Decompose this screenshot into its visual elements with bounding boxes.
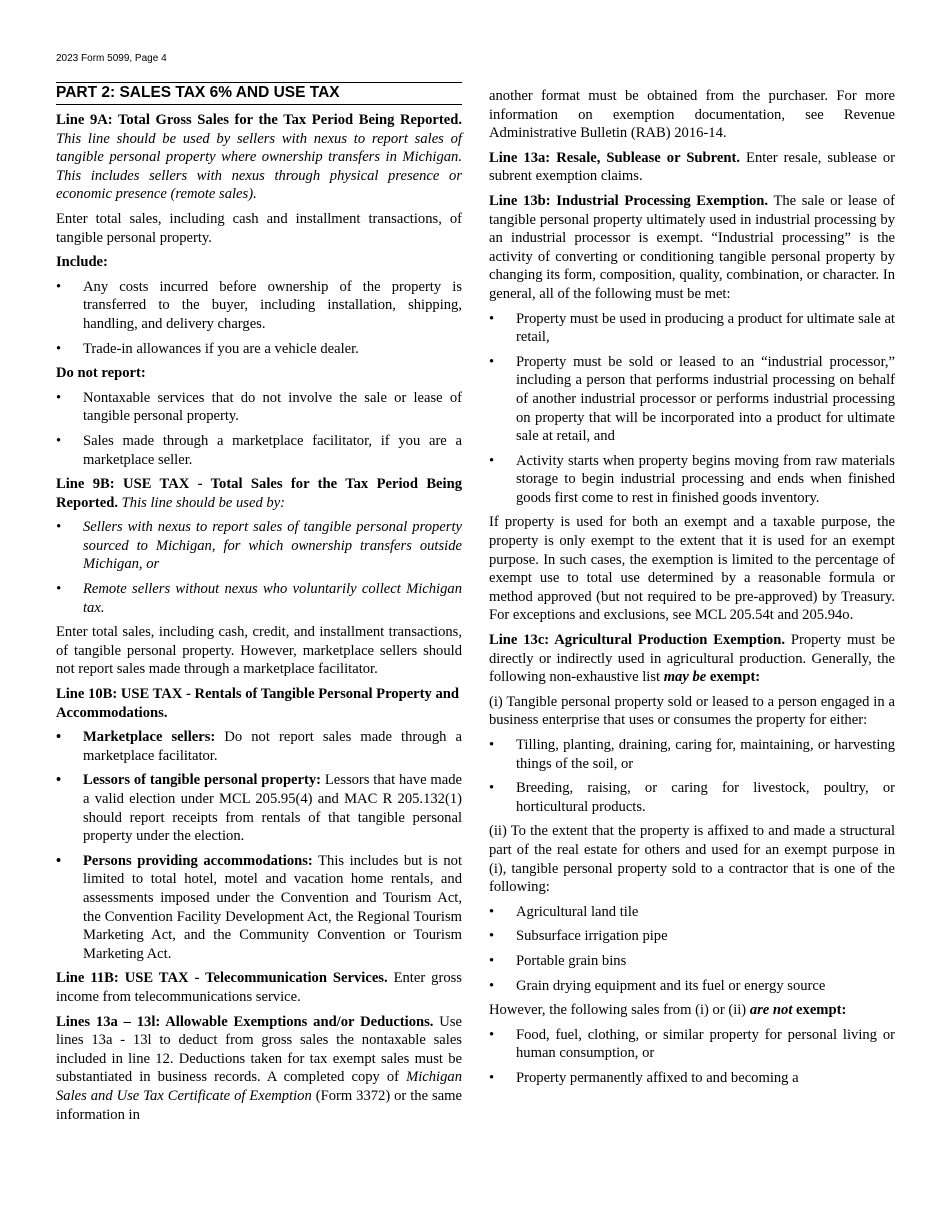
line13b-list bbox=[489, 310, 895, 508]
line10b-heading: Line 10B: USE TAX - Rentals of Tangible Personal Property and Accommodations. bbox=[56, 686, 459, 721]
list-item: • Any costs incurred before ownership of the property is transferred to the buyer, including installation, shipping, handling, and delivery charges. bbox=[56, 278, 462, 332]
continuation-paragraph: another format must be obtained from the purchaser. For more information on exemption documentation, see Revenue Administrative Bulletin (RAB) 2016-14. bbox=[489, 88, 895, 142]
list-item: • Sales made through a marketplace facilitator, if you are a marketplace seller. bbox=[56, 432, 462, 468]
list-item: • Lessors of tangible personal property: Lessors that have made a valid election under MCL 205.95(4) and MAC R 205.132(1) should report receipts from rentals of that tangible personal property under the election. bbox=[56, 772, 462, 845]
line13c-i-text: (i) Tangible personal property sold or leased to a person engaged in a business enterprise that uses or consumes the property for either: bbox=[489, 693, 895, 729]
line13a-paragraph: Line 13a: Resale, Sublease or Subrent. Enter resale, sublease or subrent exemption claims. bbox=[489, 149, 896, 185]
include-list bbox=[56, 278, 462, 358]
form-page-header: 2023 Form 5099, Page 4 bbox=[56, 53, 167, 64]
right-column bbox=[489, 87, 895, 1094]
list-item: • Trade-in allowances if you are a vehicle dealer. bbox=[56, 340, 359, 357]
list-item: • Grain drying equipment and its fuel or energy source bbox=[489, 977, 826, 994]
list-item: • Property must be used in producing a product for ultimate sale at retail, bbox=[489, 310, 895, 346]
donot-list bbox=[56, 389, 462, 469]
include-label: Include: bbox=[56, 254, 108, 271]
list-item: • Persons providing accommodations: This includes but is not limited to total hotel, motel and vacation home rentals, and assessments imposed under the Convention and Tourism Act, the Convention Facility Development Act, the Regional Tourism Marketing Act, and the Community Convention or Tourism Marketing Act. bbox=[56, 852, 462, 962]
line9b-heading: Line 9B: USE TAX - Total Sales for the Tax Period Being Reported. bbox=[56, 476, 462, 511]
line13c-paragraph: Line 13c: Agricultural Production Exemption. Property must be directly or indirectly used in agricultural production. Generally, the following non-exhaustive list may be exempt: bbox=[489, 632, 895, 686]
line9a-paragraph bbox=[56, 111, 462, 204]
list-item: • Breeding, raising, or caring for livestock, poultry, or horticultural products. bbox=[489, 780, 895, 815]
line13c-ii-text: (ii) To the extent that the property is affixed to and made a structural part of the real estate for others and used for an exempt purpose in (i), tangible personal property sold to a contractor that is one of the following: bbox=[489, 823, 895, 896]
list-item: • Tilling, planting, draining, caring for, maintaining, or harvesting things of the soil, or bbox=[489, 737, 895, 772]
not-exempt-list bbox=[489, 1026, 895, 1088]
line13-paragraph: Lines 13a – 13l: Allowable Exemptions and/or Deductions. Use lines 13a - 13l to deduct from gross sales the nontaxable sales included in line 12. Deductions taken for tax exempt sales must be substantiated in business records. A completed copy of Michigan Sales and Use Tax Certificate of Exemption (Form 3372) or the same information in bbox=[56, 1013, 462, 1123]
list-item: • Nontaxable services that do not involve the sale or lease of tangible personal property. bbox=[56, 389, 462, 425]
list-item: • Property must be sold or leased to an “industrial processor,” including a person that performs industrial processing on behalf of another industrial processor or performs industrial processing on property that will be incorporated into a product for ultimate sale at retail, and bbox=[489, 353, 895, 445]
list-item: • Portable grain bins bbox=[489, 952, 627, 969]
line13c-i-list bbox=[489, 736, 895, 816]
line9b-list bbox=[56, 518, 462, 617]
line13b-after: If property is used for both an exempt and a taxable purpose, the property is only exempt to the extent that it is used for an exempt purpose. In such cases, the exemption is limited to the percentage of exempt use to total use determined by a reasonable formula or method approved (but not required to be pre-approved) by Treasury. For exceptions and exclusions, see MCL 205.54t and 205.94o. bbox=[489, 514, 895, 624]
left-column bbox=[56, 82, 462, 1130]
donot-label: Do not report: bbox=[56, 365, 146, 382]
line9b-italic: This line should be used by: bbox=[121, 494, 286, 511]
part-title: PART 2: SALES TAX 6% AND USE TAX bbox=[56, 82, 462, 105]
line9b-enter: Enter total sales, including cash, credit, and installment transactions, of tangible personal property. However, marketplace sellers should not report sales made through a marketplace facilitator. bbox=[56, 624, 462, 678]
line13c-ii-list bbox=[489, 903, 895, 995]
line9a-enter: Enter total sales, including cash and installment transactions, of tangible personal property. bbox=[56, 210, 462, 246]
list-item: • Marketplace sellers: Do not report sales made through a marketplace facilitator. bbox=[56, 729, 462, 764]
list-item: • Remote sellers without nexus who voluntarily collect Michigan tax. bbox=[56, 581, 462, 616]
line13b-paragraph: Line 13b: Industrial Processing Exemption. The sale or lease of tangible personal property ultimately used in industrial processing by an industrial processor is exempt. “Industrial processing” is the activity of converting or conditioning tangible personal property by changing its form, composition, quality, combination, or character. In general, all of the following must be met: bbox=[489, 192, 895, 302]
list-item: • Agricultural land tile bbox=[489, 903, 639, 920]
however-paragraph: However, the following sales from (i) or (ii) are not exempt: bbox=[489, 1002, 847, 1019]
list-item: • Property permanently affixed to and becoming a bbox=[489, 1069, 799, 1086]
line9a-heading: Line 9A: Total Gross Sales for the Tax Period Being Reported. bbox=[56, 112, 462, 128]
line11b-paragraph: Line 11B: USE TAX - Telecommunication Services. Enter gross income from telecommunications service. bbox=[56, 970, 462, 1005]
list-item: • Activity starts when property begins moving from raw materials storage to begin industrial processing and ends when finished goods first come to rest in finished goods inventory. bbox=[489, 452, 895, 506]
list-item: • Subsurface irrigation pipe bbox=[489, 928, 668, 945]
line9a-italic: This line should be used by sellers with nexus to report sales of tangible personal property where ownership transfers in Michigan. This includes sellers with nexus through physical presence or economic presence (remote sales). bbox=[56, 130, 462, 203]
list-item: • Food, fuel, clothing, or similar property for personal living or human consumption, or bbox=[489, 1026, 895, 1062]
line9b-paragraph bbox=[56, 475, 462, 512]
line10b-list bbox=[56, 728, 462, 963]
list-item: • Sellers with nexus to report sales of tangible personal property sourced to Michigan, for which ownership transfers outside Michigan, or bbox=[56, 519, 462, 573]
